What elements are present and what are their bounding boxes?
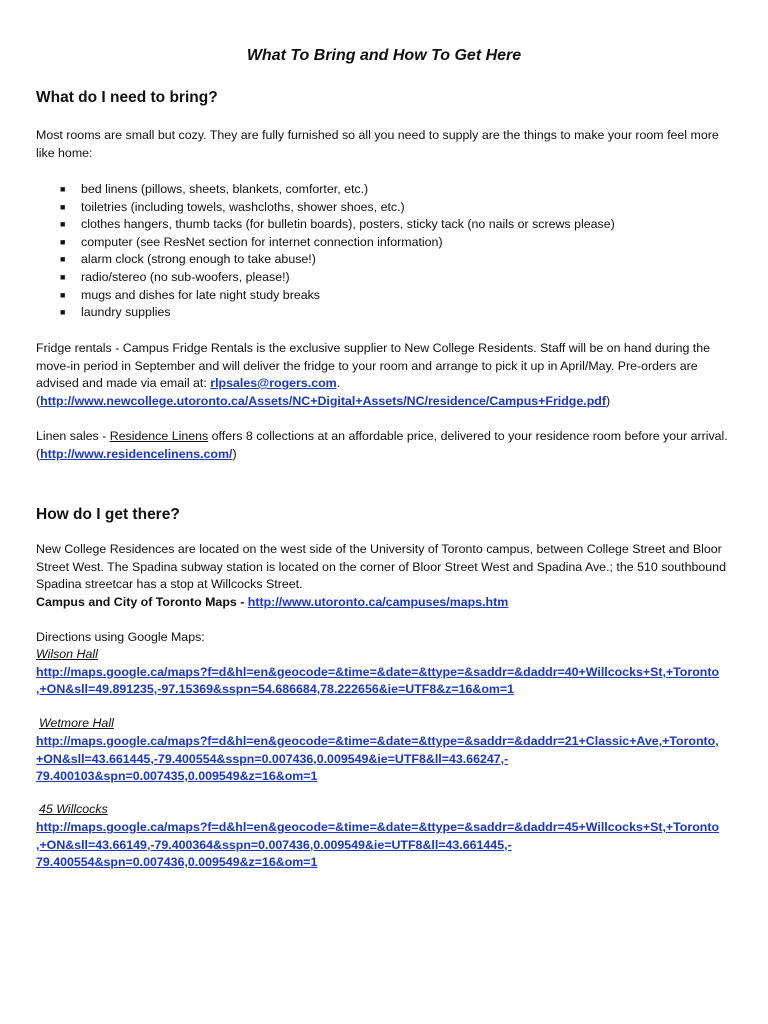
bring-intro: Most rooms are small but cozy. They are fully furnished so all you need to supply are the things to make your room feel more like home:: [36, 128, 719, 160]
list-item: ■ toiletries (including towels, washcloths, shower shoes, etc.): [36, 199, 738, 217]
list-item: ■ clothes hangers, thumb tacks (for bulletin boards), posters, sticky tack (no nails or screws please): [36, 216, 738, 234]
wilson-map-link[interactable]: http://maps.google.ca/maps?f=d&hl=en&geocode=&time=&date=&ttype=&saddr=&daddr=40+Willcocks+St,+Toronto ,+ON&sll=49.891235,-97.15369&sspn=54.686684,78.222656&ie=UTF8&z=16&om=1: [36, 664, 720, 696]
bullet-icon: ■: [60, 271, 66, 282]
bullet-icon: ■: [60, 289, 66, 300]
place-name: Wetmore Hall: [39, 716, 114, 730]
place-name: 45 Willcocks: [39, 802, 108, 816]
linen-url-link[interactable]: http://www.residencelinens.com/: [40, 446, 233, 461]
bullet-icon: ■: [60, 201, 66, 212]
bring-list: [36, 181, 738, 322]
getthere-heading: How do I get there?: [36, 506, 180, 523]
list-item: ■ mugs and dishes for late night study breaks: [36, 287, 738, 305]
list-item: ■ alarm clock (strong enough to take abuse!): [36, 251, 738, 269]
wetmore-map-link[interactable]: http://maps.google.ca/maps?f=d&hl=en&geocode=&time=&date=&ttype=&saddr=&daddr=21+Classic+Ave,+Toronto, +ON&sll=43.661445,-79.400554&sspn=0.007436,0.009549&ie=UTF8&ll=43.66247,- 79.400103&spn=0.007435,0.009549&z=16&om=1: [36, 734, 719, 783]
bullet-icon: ■: [60, 219, 66, 230]
place-name: Wilson Hall: [36, 647, 98, 661]
bullet-icon: ■: [60, 307, 66, 318]
linen-paragraph: Linen sales - Residence Linens offers 8 collections at an affordable price, delivered to your residence room before your arrival. (http://www.residencelinens.com/): [36, 429, 728, 461]
fridge-paragraph: Fridge rentals - Campus Fridge Rentals is the exclusive supplier to New College Residents. Staff will be on hand during the move-in period in September and will deliver the fridge to your room and arrange to pick it up in April/May. Pre-orders are advised and made via email at: rlpsales@rogers.com. (http://www.newcollege.utoronto.ca/Assets/NC+Digital+Assets/NC/residence/Campus+Fridge.pdf): [36, 341, 711, 408]
fridge-url-link[interactable]: http://www.newcollege.utoronto.ca/Assets/NC+Digital+Assets/NC/residence/Campus+Fridge.pdf: [40, 393, 606, 408]
place-wilson: [36, 646, 738, 699]
residence-linens-name: Residence Linens: [109, 429, 209, 443]
bullet-icon: ■: [60, 184, 66, 194]
list-item: ■ laundry supplies: [36, 304, 738, 322]
place-wetmore: [36, 715, 738, 733]
list-item: ■ computer (see ResNet section for internet connection information): [36, 234, 738, 252]
document-title: What To Bring and How To Get Here: [246, 47, 522, 64]
bring-heading: What do I need to bring?: [36, 89, 218, 106]
location-paragraph: New College Residences are located on the west side of the University of Toronto campus, between College Street and Bloor Street West. The Spadina subway station is located on the corner of Bloor Street West and Spadina Ave.; the 510 southbound Spadina streetcar has a stop at Willcocks Street. Campus and City of Toronto Maps - http://www.utoronto.ca/campuses/maps.htm: [36, 542, 726, 609]
directions-label: Directions using Google Maps:: [36, 630, 205, 644]
fridge-email-link[interactable]: rlpsales@rogers.com: [210, 376, 337, 390]
maps-url-link[interactable]: http://www.utoronto.ca/campuses/maps.htm: [247, 594, 509, 609]
place-45-willcocks: [36, 801, 738, 819]
bullet-icon: ■: [60, 236, 66, 247]
bullet-icon: ■: [60, 254, 66, 265]
list-item: ■ bed linens (pillows, sheets, blankets, comforter, etc.): [36, 181, 738, 199]
list-item: ■ radio/stereo (no sub-woofers, please!): [36, 269, 738, 287]
willcocks-map-link[interactable]: http://maps.google.ca/maps?f=d&hl=en&geocode=&time=&date=&ttype=&saddr=&daddr=45+Willcocks+St,+Toronto ,+ON&sll=43.66149,-79.400364&sspn=0.007436,0.009549&ie=UTF8&ll=43.661445,- 79.400554&spn=0.007436,0.009549&z=16&om=1: [36, 820, 720, 869]
